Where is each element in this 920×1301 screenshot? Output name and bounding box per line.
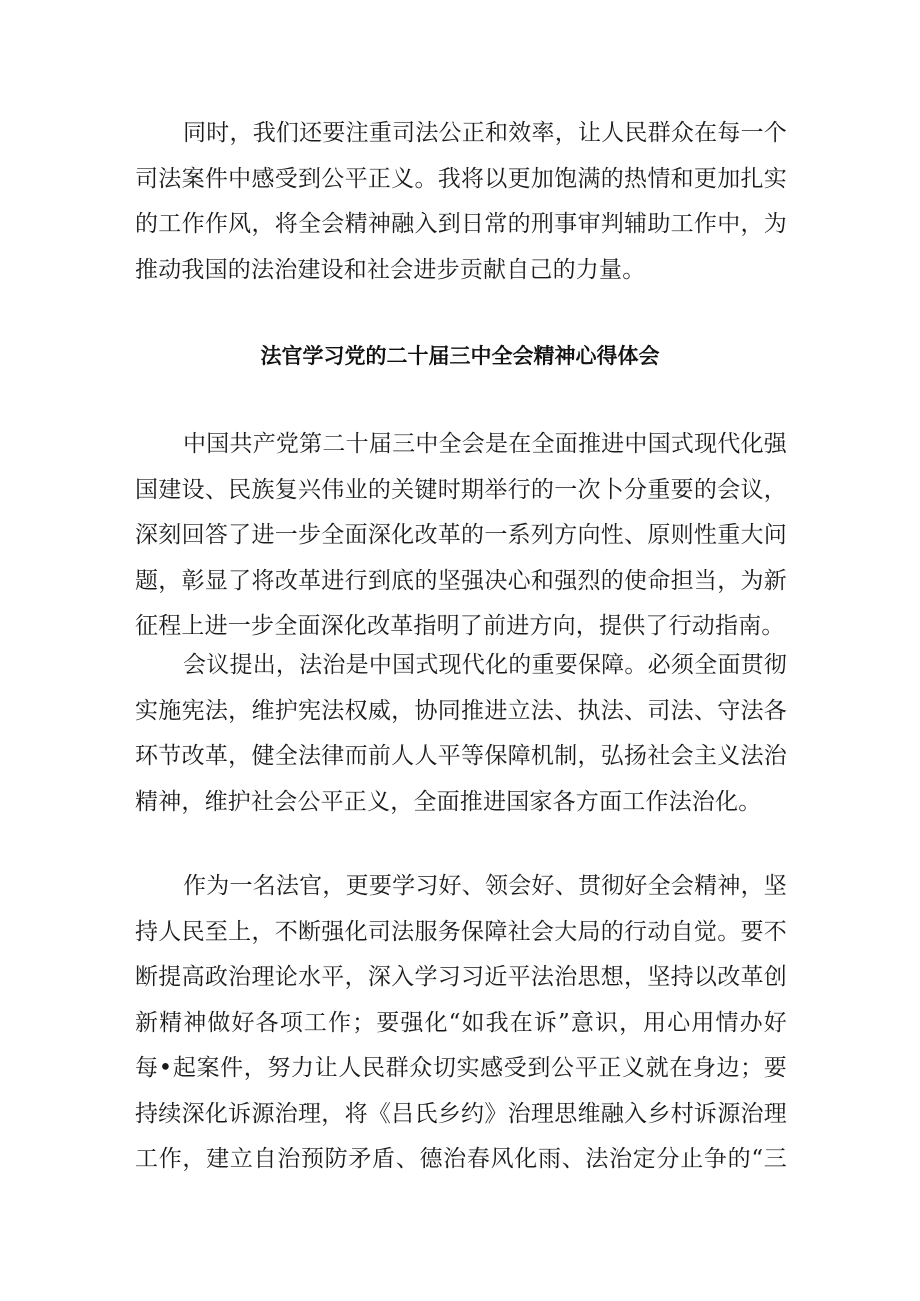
paragraph-line: 征程上进一步全面深化改革指明了前进方向，提供了行动指南。 <box>135 613 785 639</box>
paragraph-line: 中国共产党第二十届三中全会是在全面推进中国式现代化强 <box>183 431 787 457</box>
paragraph-line: 深刻回答了进一步全面深化改革的一系列方向性、原则性重大问 <box>135 522 787 548</box>
paragraph-line: 的工作作风，将全会精神融入到日常的刑事审判辅助工作中，为 <box>135 211 787 237</box>
paragraph-line: 作为一名法官，更要学习好、领会好、贯彻好全会精神，坚 <box>183 873 787 899</box>
paragraph-line: 新精神做好各项工作；要强化“如我在诉”意识，用心用情办好 <box>135 1009 787 1036</box>
paragraph-line: 工作，建立自治预防矛盾、德治春风化雨、法治定分止争的“三 <box>135 1146 787 1172</box>
paragraph-3 <box>135 643 787 825</box>
paragraph-line: 题，彰显了将改革进行到底的坚强决心和强烈的使命担当，为新 <box>135 567 787 594</box>
paragraph-line: 每•起案件，努力让人民群众切实感受到公平正义就在身边；要 <box>135 1055 787 1081</box>
paragraph-line: 持人民至上，不断强化司法服务保障社会大局的行动自觉。要不 <box>135 918 787 945</box>
paragraph-line: 精神，维护社会公平正义，全面推进国家各方面工作法治化。 <box>135 788 762 815</box>
paragraph-line: 推动我国的法治建设和社会进步贡献自己的力量。 <box>135 256 646 283</box>
paragraph-1 <box>135 111 787 293</box>
paragraph-line: 国建设、民族复兴伟业的关键时期举行的一次卜分重要的会议， <box>135 476 787 503</box>
document-title: 法官学习党的二十届三中全会精神心得体会 <box>260 344 660 368</box>
paragraph-line: 断提高政治理论水平，深入学习习近平法治思想，坚持以改革创 <box>135 964 787 990</box>
paragraph-line: 司法案件中感受到公平正义。我将以更加饱满的热情和更加扎实 <box>135 165 787 192</box>
paragraph-2 <box>135 422 787 650</box>
paragraph-line: 同时，我们还要注重司法公正和效率，让人民群众在每一个 <box>183 120 787 146</box>
paragraph-line: 会议提出，法治是中国式现代化的重要保障。必须全面贯彻 <box>183 652 787 678</box>
paragraph-line: 实施宪法，维护宪法权威，协同推进立法、执法、司法、守法各 <box>135 697 787 724</box>
paragraph-line: 持续深化诉源治理，将《吕氏乡约》治理思维融入乡村诉源治理 <box>135 1100 787 1127</box>
paragraph-4 <box>135 864 787 1183</box>
paragraph-line: 环节改革，健全法律而前人人平等保障机制，弘扬社会主义法治 <box>135 743 787 769</box>
